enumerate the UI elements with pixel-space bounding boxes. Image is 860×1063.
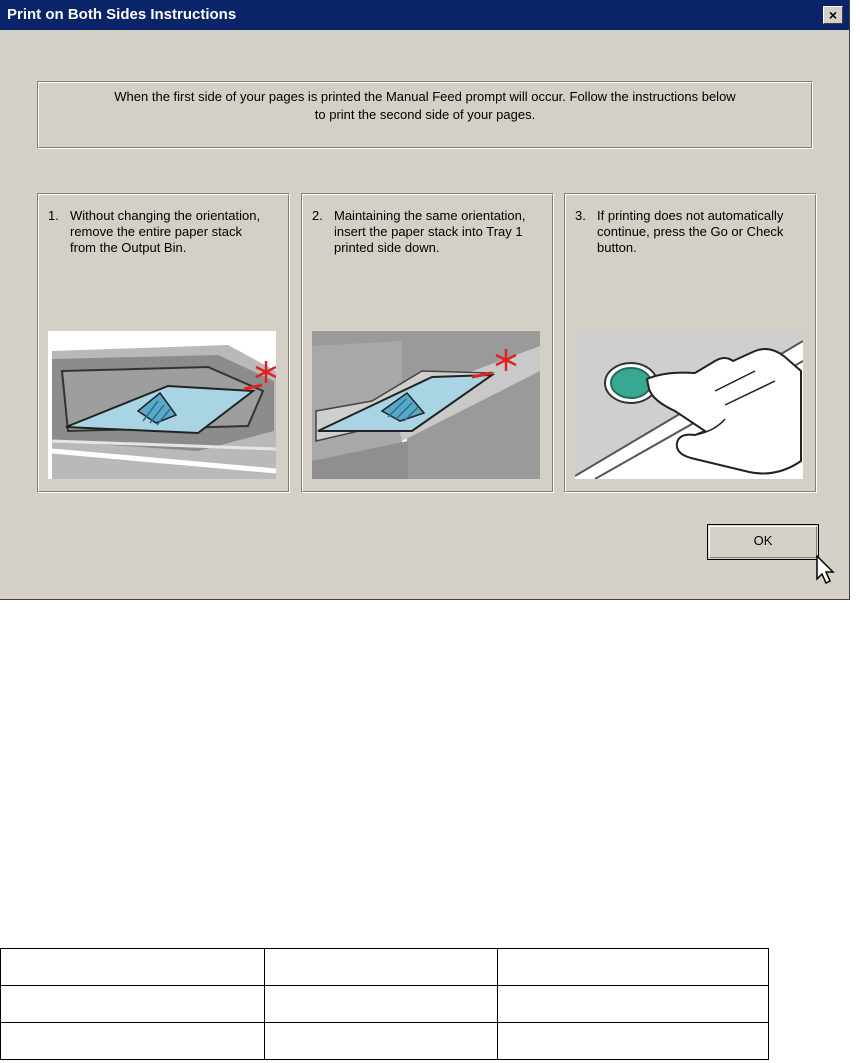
step-1-panel [37,193,290,493]
table-row [1,949,769,986]
intro-line-1: When the first side of your pages is printed the Manual Feed prompt will occur. Follow the instructions below [114,89,736,104]
step-3-text: If printing does not automatically continue, press the Go or Check button. [597,208,784,255]
table-cell [265,1023,498,1060]
output-bin-illustration [48,331,276,479]
step-1-text: Without changing the orientation, remove the entire paper stack from the Output Bin. [70,208,261,255]
table-cell [1,986,265,1023]
table-cell [498,986,769,1023]
intro-line-2: to print the second side of your pages. [314,107,536,122]
empty-table [0,948,769,1060]
intro-group [37,81,813,149]
window-title: Print on Both Sides Instructions [7,6,237,23]
intro-text [44,88,806,124]
table-cell [1,949,265,986]
table-cell [1,1023,265,1060]
step-2-number: 2. [312,208,323,223]
title-bar[interactable] [0,0,849,30]
tray-1-illustration [312,331,540,479]
table-cell [265,986,498,1023]
step-3-number: 3. [575,208,586,223]
table-cell [498,1023,769,1060]
mouse-cursor-icon [816,555,836,585]
table-row [1,986,769,1023]
table-row [1,1023,769,1060]
step-2-text: Maintaining the same orientation, insert the paper stack into Tray 1 printed side down. [334,208,526,255]
go-button-icon [611,368,651,398]
step-1-number: 1. [48,208,59,223]
step-3-panel [564,193,817,493]
ok-button[interactable]: OK [707,524,819,560]
table-cell [265,949,498,986]
table-cell [498,949,769,986]
go-button-illustration [575,331,803,479]
close-button[interactable]: × [823,6,843,24]
step-2-panel [301,193,554,493]
